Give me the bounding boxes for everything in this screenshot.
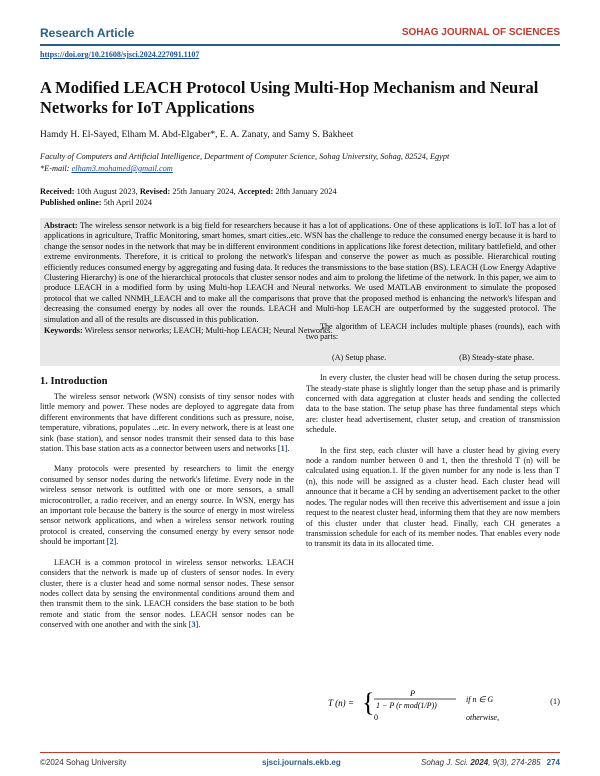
authors: Hamdy H. El-Sayed, Elham M. Abd-Elgaber*, E. A. Zanaty, and Samy S. Bakheet [40, 130, 354, 140]
revised-date: 25th January 2024, [172, 187, 236, 196]
right-column [306, 322, 560, 560]
footer-citation: Sohag J. Sci. 2024, 9(3), 274-285 274 [421, 758, 560, 767]
citation-3[interactable]: 3 [191, 620, 196, 630]
equation-denominator: 1 − P (r mod(1/P)) [376, 701, 437, 710]
received-date: 10th August 2023, [76, 187, 138, 196]
footer-copyright: ©2024 Sohag University [40, 758, 127, 767]
journal-name: SOHAG JOURNAL OF SCIENCES [401, 27, 560, 38]
intro-paragraph-2: Many protocols were presented by researchers to limit the energy consumed by sensor nodes during the network's lifetime. Every node in the wireless sensor network is outfitted with one or more sensors, a small microcontroller, a radio receiver, and an energy source. In WSN, energy has an important role because the battery is the source of energy in most wireless sensor network applications, and when a wireless sensor network routing protocol is created, conserving the consumed energy by every sensor node should be important [2]. [40, 464, 294, 547]
equation-numerator: P [410, 688, 416, 698]
phase-list [306, 353, 560, 363]
phase-b: (B) Steady-state phase. [459, 352, 534, 362]
intro-paragraph-3: LEACH is a common protocol in wireless sensor networks. LEACH considers that the network is made up of clusters of sensor nodes. In every cluster, there is a cluster head and some normal sensor nodes. These sensor nodes collect data by sensing the environmental conditions around them and then transmit them to the sink. LEACH considers the base station to be both remote and static from the sensor nodes. LEACH sensor nodes can be conserved with one another and with the sink [3]. [40, 557, 294, 630]
published-label: Published online: [40, 197, 102, 207]
accepted-label: Accepted: [237, 187, 274, 196]
footer-divider [40, 752, 560, 753]
abstract-label: Abstract: [44, 221, 78, 230]
page-number: 274 [546, 758, 560, 767]
abstract-text [44, 221, 556, 325]
published-date: 5th April 2024 [103, 197, 153, 207]
article-dates [40, 187, 337, 208]
revised-label: Revised: [139, 187, 171, 196]
citation-2[interactable]: 2 [109, 537, 114, 547]
equation-condition-2: otherwise, [466, 713, 500, 722]
email-link[interactable]: elham3.mohamed@gmail.com [71, 164, 173, 173]
affiliation: Faculty of Computers and Artificial Intelligence, Department of Computer Science, Sohag University, Sohag, 82524, Egypt [40, 152, 450, 161]
doi-link[interactable]: https://doi.org/10.21608/sjsci.2024.227091.1107 [40, 50, 200, 59]
leach-paragraph-1: The algorithm of LEACH includes multiple phases (rounds), each with two parts: [306, 322, 560, 342]
equation-zero: 0 [374, 713, 378, 722]
intro-paragraph-1: The wireless sensor network (WSN) consists of tiny sensor nodes with little memory and power. These nodes are deployed to aggregate data from different environments that have different conditions such as pressure, noise, temperature, vibrations, populates ...etc. In every network, there is at least one sink (base station), and sensor nodes transmit their sensed data to this base station. This base station acts as a connector between users and networks [1]. [40, 392, 294, 454]
citation-1[interactable]: 1 [280, 444, 285, 454]
leach-paragraph-3: In the first step, each cluster will have a cluster head by giving every node a random number between 0 and 1, then the threshold T (n) will be calculated using equation.1. If the given number for any node is less than T (n), this node will be assigned as a cluster head. Each cluster head will announce that it became a CH by sending an advertisement packet to the other nodes. The regular nodes will then receive this advertisement and issue a join request to the nearest cluster head, informing them that they are now members of this cluster under that cluster head. Finally, each CH generates a transmission schedule for each of its member nodes. That enables every node to transmit its data in its allocated time. [306, 445, 560, 549]
abstract-body: The wireless sensor network is a big field for researchers because it has a lot of applications. One of these applications is IoT. IoT has a lot of applications in agriculture, Traffic Monitoring, smart homes, smart cities..etc. WSN has the challenge to reduce the consumed energy because it is hard to change the sensor nodes in the network that may be in different environment conditions in applications like forest detection, military battlefield, and other extreme environments. Therefore, it is critical to prolong the network's lifespan and conserve the power as much as possible. Hierarchical routing efficiently reduces consumed energy by aggregating and fusing data. It reduces the transmissions to the base station (BS). LEACH (Low Energy Adaptive Clustering Hierarchy) is one of the hierarchical protocols that cluster sensor nodes and aim to prolong the lifetime of the network. In this paper, we aim to produce LEACH in a modified form by using Multi-hop LEACH and Neural networks. We used MATLAB environment to simulate the proposed protocol that we called NNMH_LEACH and to make all the comparisons that prove that the proposed method is enhancing the network's lifespan and decreasing the consumed energy by nodes all over the rounds. LEACH and Multi-hop LEACH are outperformed by the suggested protocol. The simulation and all of the results are discussed in this publication. [44, 221, 556, 324]
footer-journal-url[interactable]: sjsci.journals.ekb.eg [262, 758, 341, 767]
dates-line-1 [40, 187, 337, 198]
accepted-date: 28th January 2024 [275, 187, 337, 196]
received-label: Received: [40, 187, 75, 196]
section-title: 1. Introduction [40, 376, 108, 387]
leach-paragraph-2: In every cluster, the cluster head will be chosen during the setup process. The steady-state phase is slightly longer than the setup phase and is primarily concerned with data aggregation at cluster heads and sending the collected data to the base station. The setup phase has three fundamental steps which are: cluster head advertisement, cluster setup, and creation of transmission schedule. [306, 373, 560, 435]
footer-year: 2024 [470, 758, 489, 767]
equation-condition-1: if n ∈ G [466, 695, 494, 704]
email-line [40, 164, 173, 173]
keywords-label: Keywords: [44, 326, 83, 336]
header-divider [40, 44, 560, 46]
paper-title: A Modified LEACH Protocol Using Multi-Hop Mechanism and Neural Networks for IoT Applications [40, 78, 539, 117]
keywords-list: Wireless sensor networks; LEACH; Multi-hop LEACH; Neural Networks. [84, 326, 333, 336]
article-type: Research Article [40, 26, 135, 40]
equation-number: (1) [550, 696, 560, 706]
phase-a: (A) Setup phase. [332, 352, 387, 362]
email-prefix: *E-mail: [40, 164, 72, 173]
left-column [40, 392, 294, 641]
equation-brace: { [362, 688, 375, 717]
threshold-equation [306, 684, 560, 724]
dates-line-2 [40, 198, 337, 209]
equation-lhs: T (n) = [328, 698, 354, 708]
